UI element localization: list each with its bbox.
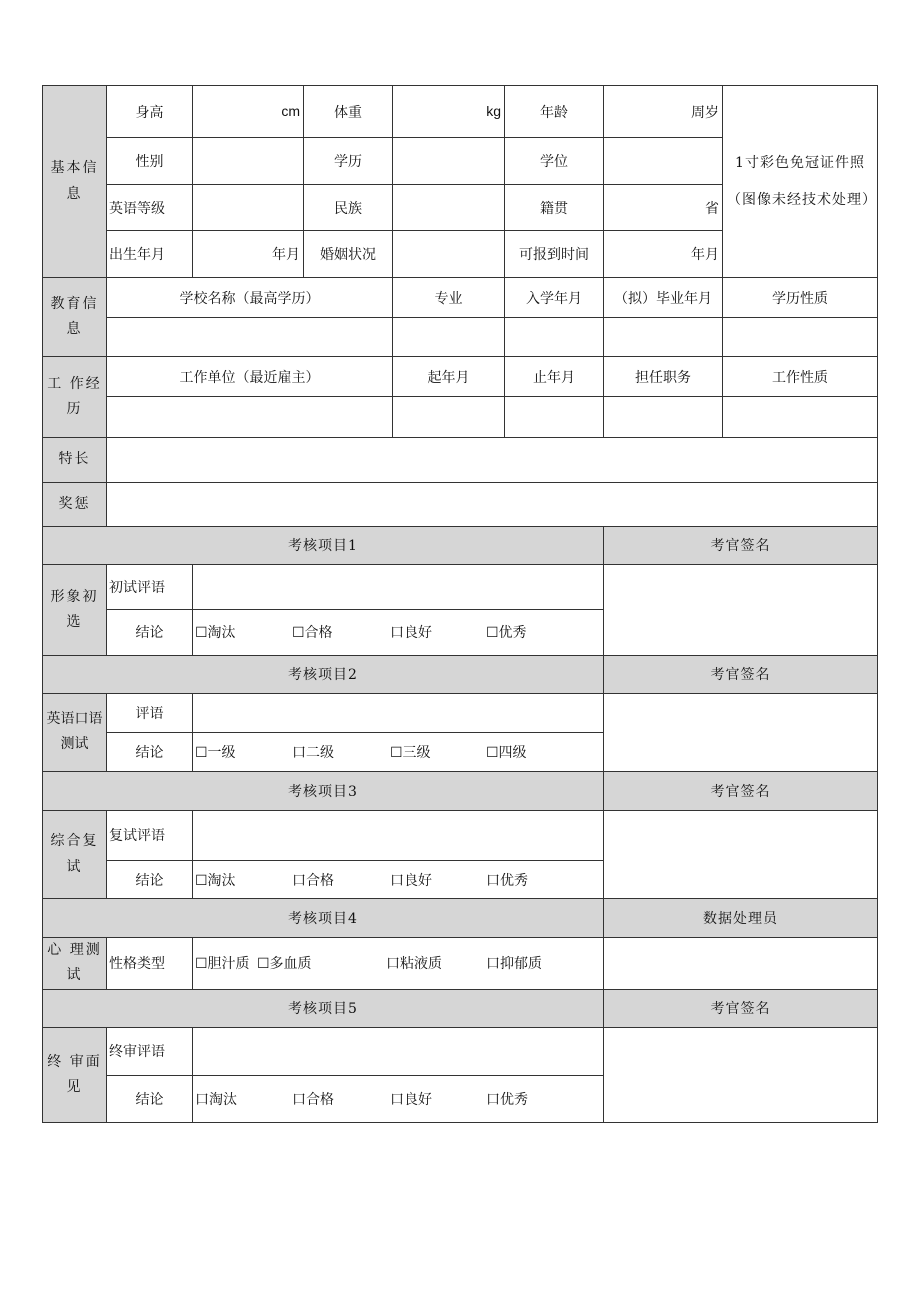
height-unit: cm: [281, 103, 300, 120]
position-header: 担任职务: [604, 357, 723, 397]
birth-unit: 年月: [272, 247, 300, 264]
school-name-field[interactable]: [107, 318, 393, 357]
assessment-5-options: [193, 1075, 604, 1122]
basic-section-label: 基本信息: [43, 86, 107, 278]
option-eliminate[interactable]: ☐淘汰: [195, 625, 236, 642]
graduate-date-field[interactable]: [604, 318, 723, 357]
end-date-field[interactable]: [505, 397, 604, 437]
photo-instructions: 1寸彩色免冠证件照（图像未经技术处理）: [727, 155, 877, 208]
option-level-2[interactable]: 口二级: [292, 744, 334, 761]
specialty-field[interactable]: [107, 437, 878, 482]
graduate-date-header: （拟）毕业年月: [604, 278, 723, 318]
report-date-field[interactable]: [604, 231, 723, 278]
assessment-5-section-label: 终 审面见: [43, 1027, 107, 1122]
application-form: [42, 85, 878, 1123]
option-sanguine[interactable]: ☐多血质: [257, 956, 312, 973]
age-unit: 周岁: [691, 104, 719, 121]
enroll-date-field[interactable]: [505, 318, 604, 357]
start-date-field[interactable]: [393, 397, 505, 437]
degree-type-header: 学历性质: [723, 278, 878, 318]
photo-box[interactable]: [723, 86, 878, 278]
school-name-header: 学校名称（最高学历）: [107, 278, 393, 318]
origin-unit: 省: [705, 200, 719, 217]
assessment-4-signer-label: 数据处理员: [604, 899, 878, 938]
assessment-3-section-label: 综合复试: [43, 810, 107, 898]
assessment-1-signer-label: 考官签名: [604, 526, 878, 564]
option-phlegmatic[interactable]: 口粘液质: [386, 956, 442, 973]
marital-field[interactable]: [393, 231, 505, 278]
work-section-label: 工 作经历: [43, 357, 107, 437]
assessment-3-conclusion-label: 结论: [107, 861, 193, 899]
birth-label: 出生年月: [107, 231, 193, 278]
report-date-unit: 年月: [691, 247, 719, 264]
assessment-4-section-label: 心 理测试: [43, 938, 107, 989]
assessment-1-section-label: 形象初选: [43, 564, 107, 655]
option-level-1[interactable]: ☐一级: [195, 744, 236, 761]
major-header: 专业: [393, 278, 505, 318]
option-pass[interactable]: 口合格: [292, 872, 334, 889]
major-field[interactable]: [393, 318, 505, 357]
marital-label: 婚姻状况: [304, 231, 393, 278]
specialty-label: 特长: [43, 437, 107, 482]
gender-field[interactable]: [193, 138, 304, 185]
height-label: 身高: [107, 86, 193, 138]
ethnicity-field[interactable]: [393, 185, 505, 231]
degree-type-field[interactable]: [723, 318, 878, 357]
assessment-2-comment-label: 评语: [107, 693, 193, 732]
assessment-2-conclusion-label: 结论: [107, 732, 193, 771]
assessment-1-conclusion-label: 结论: [107, 609, 193, 655]
assessment-1-comment-label: 初试评语: [107, 564, 193, 609]
assessment-1-title: 考核项目1: [43, 526, 604, 564]
birth-field[interactable]: [193, 231, 304, 278]
option-good[interactable]: 口良好: [390, 625, 432, 642]
enroll-date-header: 入学年月: [505, 278, 604, 318]
assessment-3-title: 考核项目3: [43, 771, 604, 810]
assessment-4-signature-field[interactable]: [604, 938, 878, 989]
assessment-5-title: 考核项目5: [43, 989, 604, 1027]
gender-label: 性别: [107, 138, 193, 185]
origin-label: 籍贯: [505, 185, 604, 231]
option-pass[interactable]: ☐合格: [292, 625, 333, 642]
age-field[interactable]: [604, 86, 723, 138]
start-date-header: 起年月: [393, 357, 505, 397]
weight-label: 体重: [304, 86, 393, 138]
degree-field[interactable]: [604, 138, 723, 185]
assessment-3-signer-label: 考官签名: [604, 771, 878, 810]
assessment-1-options: [193, 609, 604, 655]
education-field[interactable]: [393, 138, 505, 185]
assessment-5-signer-label: 考官签名: [604, 989, 878, 1027]
position-field[interactable]: [604, 397, 723, 437]
assessment-2-options: [193, 732, 604, 771]
assessment-5-signature-field[interactable]: [604, 1027, 878, 1122]
end-date-header: 止年月: [505, 357, 604, 397]
english-level-field[interactable]: [193, 185, 304, 231]
assessment-3-comment-field[interactable]: [193, 810, 604, 860]
option-excellent[interactable]: 口优秀: [486, 1091, 528, 1108]
employer-header: 工作单位（最近雇主）: [107, 357, 393, 397]
awards-label: 奖惩: [43, 482, 107, 526]
employer-field[interactable]: [107, 397, 393, 437]
assessment-3-comment-label: 复试评语: [107, 810, 193, 860]
awards-field[interactable]: [107, 482, 878, 526]
origin-field[interactable]: [604, 185, 723, 231]
ethnicity-label: 民族: [304, 185, 393, 231]
option-level-4[interactable]: ☐四级: [486, 744, 527, 761]
education-section-label: 教育信息: [43, 278, 107, 357]
option-pass[interactable]: 口合格: [292, 1091, 334, 1108]
assessment-2-section-label: 英语口语测试: [43, 693, 107, 771]
assessment-2-comment-field[interactable]: [193, 693, 604, 732]
option-good[interactable]: 口良好: [390, 1091, 432, 1108]
weight-unit: kg: [486, 103, 501, 120]
weight-field[interactable]: [393, 86, 505, 138]
option-excellent[interactable]: ☐优秀: [486, 625, 527, 642]
option-eliminate[interactable]: 口淘汰: [195, 1091, 237, 1108]
assessment-3-signature-field[interactable]: [604, 810, 878, 898]
assessment-2-title: 考核项目2: [43, 655, 604, 693]
option-level-3[interactable]: ☐三级: [390, 744, 431, 761]
assessment-3-options: [193, 861, 604, 899]
assessment-1-comment-field[interactable]: [193, 564, 604, 609]
option-excellent[interactable]: 口优秀: [486, 872, 528, 889]
assessment-4-options: [193, 938, 604, 989]
option-eliminate[interactable]: ☐淘汰: [195, 872, 236, 889]
option-good[interactable]: 口良好: [390, 872, 432, 889]
personality-type-label: 性格类型: [107, 938, 193, 989]
assessment-4-title: 考核项目4: [43, 899, 604, 938]
assessment-5-conclusion-label: 结论: [107, 1075, 193, 1122]
option-melancholic[interactable]: 口抑郁质: [486, 956, 542, 973]
assessment-1-signature-field[interactable]: [604, 564, 878, 655]
assessment-5-comment-field[interactable]: [193, 1027, 604, 1075]
education-label: 学历: [304, 138, 393, 185]
work-type-header: 工作性质: [723, 357, 878, 397]
english-level-label: 英语等级: [107, 185, 193, 231]
degree-label: 学位: [505, 138, 604, 185]
assessment-2-signature-field[interactable]: [604, 693, 878, 771]
assessment-5-comment-label: 终审评语: [107, 1027, 193, 1075]
assessment-2-signer-label: 考官签名: [604, 655, 878, 693]
work-type-field[interactable]: [723, 397, 878, 437]
option-choleric[interactable]: ☐胆汁质: [195, 956, 250, 973]
height-field[interactable]: [193, 86, 304, 138]
age-label: 年龄: [505, 86, 604, 138]
report-date-label: 可报到时间: [505, 231, 604, 278]
